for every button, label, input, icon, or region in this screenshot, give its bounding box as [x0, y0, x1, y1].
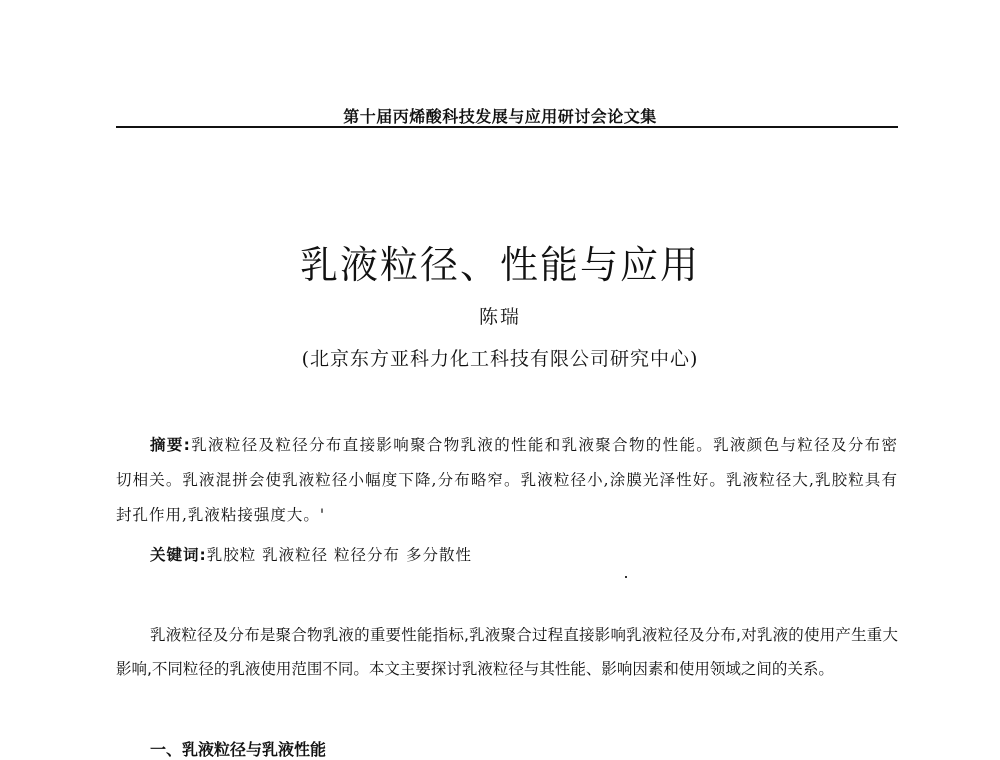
author-name: 陈瑞: [478, 306, 521, 328]
abstract-label: 摘要:: [150, 436, 191, 454]
abstract: [116, 428, 898, 533]
running-header: 第十届丙烯酸科技发展与应用研讨会论文集: [343, 107, 657, 126]
header-rule: [116, 126, 898, 128]
author-affiliation: (北京东方亚科力化工科技有限公司研究中心): [301, 348, 699, 370]
abstract-text: 乳液粒径及粒径分布直接影响聚合物乳液的性能和乳液聚合物的性能。乳液颜色与粒径及分布密切相关。乳液混拼会使乳液粒径小幅度下降,分布略窄。乳液粒径小,涂膜光泽性好。乳液粒径大,乳胶粒具有封孔作用,乳液粘接强度大。': [116, 436, 898, 524]
intro-paragraph: 乳液粒径及分布是聚合物乳液的重要性能指标,乳液聚合过程直接影响乳液粒径及分布,对乳液的使用产生重大影响,不同粒径的乳液使用范围不同。本文主要探讨乳液粒径与其性能、影响因素和使用领域之间的关系。: [116, 626, 898, 678]
keywords: [150, 543, 472, 565]
section-heading: 一、乳液粒径与乳液性能: [150, 740, 327, 759]
paper-title: 乳液粒径、性能与应用: [299, 243, 700, 287]
keywords-text: 乳胶粒 乳液粒径 粒径分布 多分散性: [206, 546, 472, 564]
scan-speck: [625, 576, 627, 578]
keywords-label: 关键词:: [150, 546, 207, 564]
